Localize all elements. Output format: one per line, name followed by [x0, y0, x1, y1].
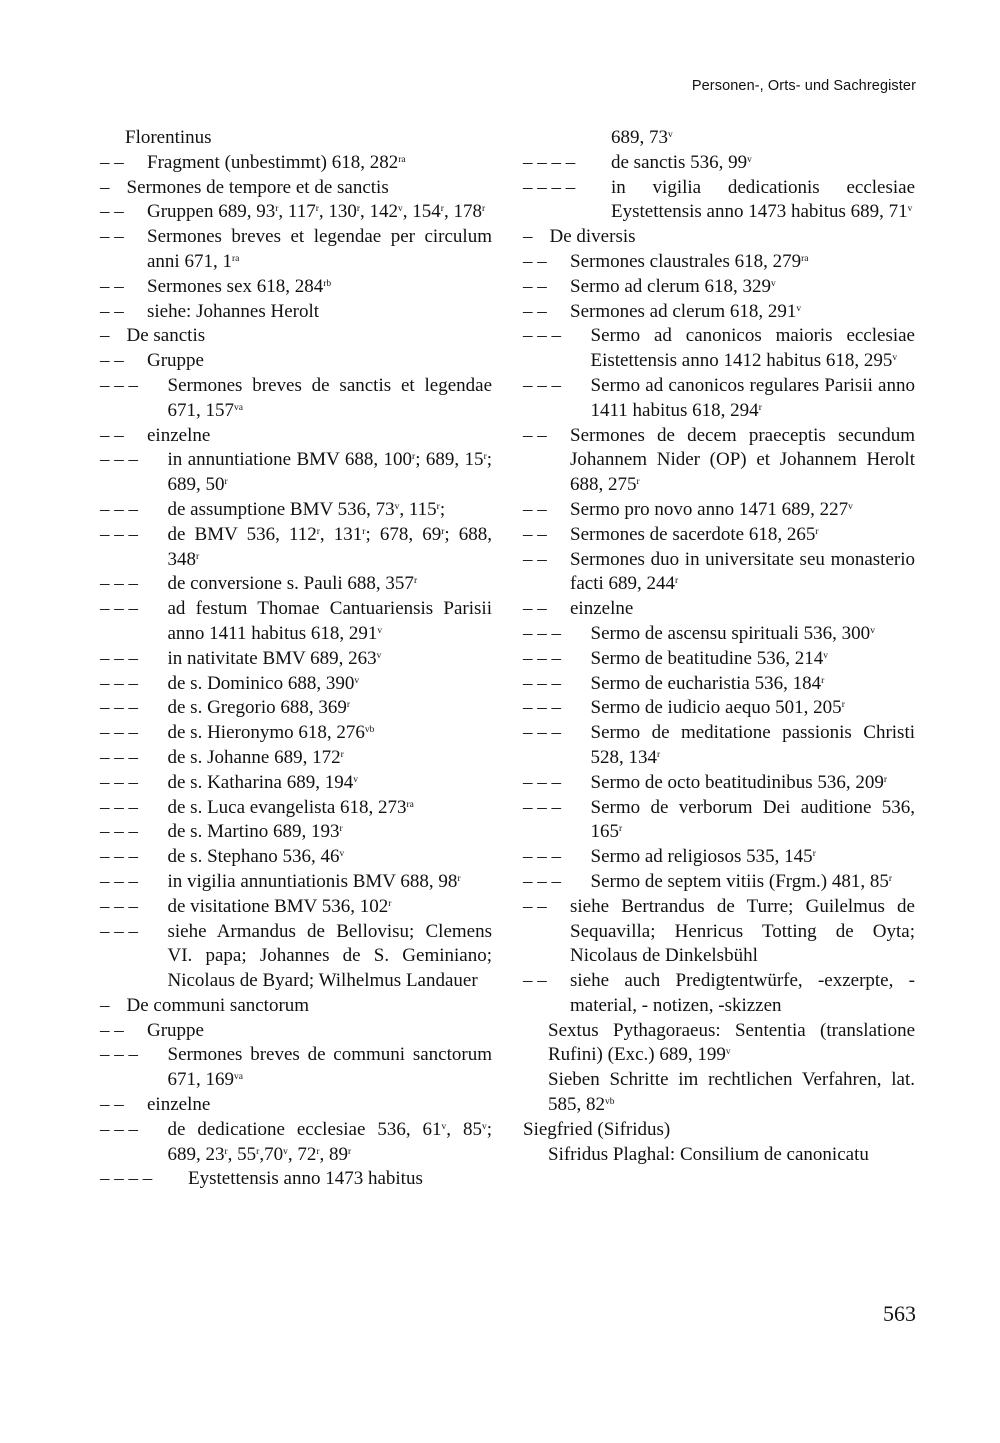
index-entry: [523, 771, 915, 796]
index-entry: [100, 1118, 492, 1168]
entry-text: Sermones breves de communi sanctorum 671, $169^{va}$: [167, 1044, 492, 1091]
index-entry: [523, 374, 915, 424]
entry-text: Sextus Pythagoraeus: Sententia (translatione Rufini) (Exc.) 689, 199$^v$: [548, 1019, 915, 1066]
index-entry: [100, 572, 492, 597]
entry-text: Gruppe: [147, 350, 204, 372]
entry-text: Sermones de decem praeceptis secundum Johannem Nider (OP) et Johannem Herolt 688, 275$^r$: [570, 424, 915, 496]
entry-text: einzelne: [570, 598, 634, 620]
index-entry: [100, 151, 492, 176]
level-dashes: – – –: [100, 722, 138, 744]
index-entry: [100, 920, 492, 994]
index-entry: [100, 721, 492, 746]
entry-text: einzelne: [147, 1094, 211, 1116]
entry-text: ad festum Thomae Cantuariensis Parisii anno 1411 habitus 618, 291$^v$: [167, 598, 492, 644]
index-entry: [100, 374, 492, 424]
level-dashes: – –: [100, 151, 124, 173]
index-entry: [523, 597, 915, 622]
entry-text: Sermo de ascensu spirituali 536, 300$^v$: [590, 622, 875, 644]
level-dashes: – –: [523, 598, 547, 620]
level-dashes: – – –: [100, 672, 138, 694]
index-entry: [523, 548, 915, 598]
level-dashes: – – –: [100, 870, 138, 892]
index-entry: [523, 300, 915, 325]
entry-text: einzelne: [147, 424, 211, 446]
index-entry: [523, 275, 915, 300]
entry-text: Sermo de verborum Dei auditione 536, 165$^r$: [590, 796, 915, 843]
entry-text: de BMV 536, 112$^r$, 131$^r$; 678, 69$^r$; 688, 348$^r$: [167, 523, 493, 570]
level-dashes: – –: [100, 1094, 124, 1116]
level-dashes: – –: [523, 424, 547, 446]
level-dashes: – – – –: [100, 1168, 153, 1190]
level-dashes: – – –: [523, 374, 561, 396]
index-entry: [100, 1043, 492, 1093]
entry-text: Sermo de meditatione passionis Christi 528, 134$^r$: [590, 722, 915, 768]
entry-text: de dedicatione ecclesiae 536, 61$^v$, 85$^v$; 689, 23$^r$, 55$^r$,70$^v$, 72$^r$, 89$^r$: [167, 1118, 492, 1165]
index-entry: [523, 424, 915, 498]
index-entry: [100, 597, 492, 647]
index-entry: [100, 424, 492, 449]
index-entry: [100, 672, 492, 697]
entry-text: Sermo de octo beatitudinibus 536, 209$^r$: [590, 771, 888, 793]
level-dashes: – – –: [523, 846, 561, 868]
index-entry: [523, 498, 915, 523]
index-entry: [523, 225, 915, 250]
entry-text: de s. Luca evangelista 618, $273^{ra}$: [167, 796, 414, 818]
entry-text: Sermo ad canonicos maioris ecclesiae Eistettensis anno 1412 habitus 618, 295$^v$: [590, 325, 915, 372]
index-entry: [523, 250, 915, 275]
level-dashes: –: [100, 325, 110, 347]
index-entry: [100, 796, 492, 821]
level-dashes: –: [100, 176, 110, 198]
index-entry: [100, 275, 492, 300]
entry-text: in annuntiatione BMV 688, 100$^r$; 689, 15$^r$; 689, 50$^r$: [167, 449, 493, 496]
entry-text: Sermo de iudicio aequo 501, 205$^r$: [590, 697, 845, 719]
index-entry: [523, 696, 915, 721]
index-entry: [100, 870, 492, 895]
index-entry: [100, 696, 492, 721]
level-dashes: – – –: [100, 573, 138, 595]
entry-text: in vigilia annuntiationis BMV 688, 98$^r$: [167, 870, 461, 892]
entry-text: Sermo de eucharistia 536, 184$^r$: [590, 672, 825, 694]
entry-text: Florentinus: [125, 127, 212, 148]
index-entry: [523, 647, 915, 672]
index-column-left: [100, 126, 492, 1192]
level-dashes: – – –: [100, 846, 138, 868]
level-dashes: – – –: [100, 796, 138, 818]
index-entry: [100, 448, 492, 498]
index-entry: [523, 845, 915, 870]
level-dashes: – – –: [100, 920, 138, 942]
entry-text: in vigilia dedicationis ecclesiae Eystettensis anno 1473 habitus 689, 71$^v$: [611, 176, 915, 223]
entry-text: Sermones de tempore et de sanctis: [126, 176, 389, 198]
level-dashes: – –: [100, 275, 124, 297]
entry-text: Sermo ad clerum 618, 329$^v$: [570, 275, 776, 297]
level-dashes: – – –: [100, 449, 138, 471]
entry-text: siehe Armandus de Bellovisu; Clemens VI. papa; Johannes de S. Geminiano; Nicolaus de Byard; Wilhelmus Landauer: [167, 920, 492, 992]
index-entry: [100, 300, 492, 325]
level-dashes: – – –: [523, 870, 561, 892]
level-dashes: – –: [523, 498, 547, 520]
index-entry: [100, 845, 492, 870]
level-dashes: – –: [523, 523, 547, 545]
index-entry: [523, 523, 915, 548]
entry-text: Sermo ad canonicos regulares Parisii anno 1411 habitus 618, 294$^r$: [590, 374, 915, 421]
level-dashes: – – –: [100, 374, 138, 396]
level-dashes: –: [523, 226, 533, 248]
index-entry: [100, 647, 492, 672]
entry-text: de s. Dominico 688, 390$^v$: [167, 672, 360, 694]
index-entry: [523, 151, 915, 176]
entry-text: Eystettensis anno 1473 habitus: [188, 1168, 423, 1190]
entry-text: Sermones ad clerum 618, 291$^v$: [570, 300, 802, 322]
level-dashes: – –: [523, 275, 547, 297]
index-entry: [100, 498, 492, 523]
index-entry: [523, 126, 915, 151]
entry-text: De sanctis: [126, 325, 206, 347]
index-entry: [100, 1019, 492, 1044]
index-entry: [523, 1019, 915, 1069]
level-dashes: – – –: [523, 647, 561, 669]
index-entry: [100, 994, 492, 1019]
index-entry: [523, 1118, 915, 1143]
index-entry: [100, 200, 492, 225]
entry-text: in nativitate BMV 689, 263$^v$: [167, 647, 382, 669]
level-dashes: –: [100, 994, 110, 1016]
index-entry: [523, 796, 915, 846]
entry-text: Sermones duo in universitate seu monasterio facti 689, 244$^r$: [570, 548, 915, 595]
level-dashes: – – –: [100, 1118, 138, 1140]
index-entry: [523, 1143, 915, 1168]
entry-text: de s. Stephano 536, 46$^v$: [167, 846, 345, 868]
level-dashes: – –: [523, 970, 547, 992]
entry-text: Sermo de septem vitiis (Frgm.) 481, 85$^r$: [590, 870, 893, 892]
index-entry: [100, 126, 492, 151]
level-dashes: – – –: [523, 622, 561, 644]
level-dashes: – – –: [523, 771, 561, 793]
index-entry: [523, 176, 915, 226]
level-dashes: – – –: [100, 895, 138, 917]
index-entry: [100, 225, 492, 275]
level-dashes: – – – –: [523, 176, 576, 198]
entry-text: De communi sanctorum: [126, 994, 310, 1016]
entry-text: Siegfried (Sifridus): [523, 1118, 671, 1140]
entry-text: siehe auch Predigtentwürfe, -exzerpte, -material, - notizen, -skizzen: [570, 970, 915, 1016]
running-head: Personen-, Orts- und Sachregister: [691, 78, 916, 94]
entry-text: de conversione s. Pauli 688, 357$^r$: [167, 573, 418, 595]
level-dashes: – – –: [523, 796, 561, 818]
entry-text: de s. Katharina 689, 194$^v$: [167, 771, 358, 793]
entry-text: Sieben Schritte im rechtlichen Verfahren, lat. 585, $82^{vb}$: [548, 1069, 915, 1116]
level-dashes: – –: [100, 350, 124, 372]
page-number: 563: [883, 1301, 916, 1326]
entry-text: de s. Hieronymo 618, $276^{vb}$: [167, 722, 375, 744]
entry-text: de sanctis 536, 99$^v$: [611, 151, 752, 173]
entry-text: Gruppe: [147, 1019, 204, 1041]
entry-text: de s. Gregorio 688, 369$^r$: [167, 697, 351, 719]
level-dashes: – – –: [100, 498, 138, 520]
entry-text: de visitatione BMV 536, 102$^r$: [167, 895, 392, 917]
index-entry: [100, 523, 492, 573]
index-entry: [100, 324, 492, 349]
entry-text: Sermo de beatitudine 536, 214$^v$: [590, 647, 828, 669]
level-dashes: – – –: [100, 821, 138, 843]
index-entry: [523, 672, 915, 697]
entry-text: Sermones breves et legendae per circulum anni 671, $1^{ra}$: [147, 226, 492, 272]
index-entry: [100, 1167, 492, 1192]
level-dashes: – –: [100, 300, 124, 322]
level-dashes: – – –: [100, 746, 138, 768]
index-entry: [100, 349, 492, 374]
index-entry: [100, 746, 492, 771]
entry-text: Sermones breves de sanctis et legendae 671, $157^{va}$: [167, 374, 492, 421]
entry-text: Sermones sex 618, $284^{rb}$: [147, 275, 332, 297]
entry-text: siehe Bertrandus de Turre; Guilelmus de Sequavilla; Henricus Totting de Oyta; Nicolaus de Dinkelsbühl: [570, 895, 915, 967]
index-entry: [100, 895, 492, 920]
level-dashes: – –: [100, 226, 124, 248]
entry-text: Sermo pro novo anno 1471 689, 227$^v$: [570, 498, 853, 520]
entry-text: siehe: Johannes Herolt: [147, 300, 320, 322]
index-entry: [523, 622, 915, 647]
level-dashes: – – –: [523, 697, 561, 719]
index-entry: [523, 969, 915, 1019]
index-entry: [100, 1093, 492, 1118]
level-dashes: – – –: [523, 672, 561, 694]
level-dashes: – – –: [523, 325, 561, 347]
index-entry: [100, 176, 492, 201]
entry-text: Sermones claustrales 618, $279^{ra}$: [570, 250, 809, 272]
index-entry: [523, 870, 915, 895]
level-dashes: – – –: [100, 697, 138, 719]
level-dashes: – – –: [100, 647, 138, 669]
level-dashes: – – –: [100, 771, 138, 793]
index-column-right: [523, 126, 915, 1167]
entry-text: Gruppen 689, 93$^r$, 117$^r$, 130$^r$, 142$^v$, 154$^r$, 178$^r$: [147, 201, 486, 223]
entry-text: Fragment (unbestimmt) 618, $282^{ra}$: [147, 151, 406, 173]
entry-text: Sermo ad religiosos 535, 145$^r$: [590, 846, 816, 868]
entry-text: De diversis: [549, 226, 636, 248]
index-entry: [100, 771, 492, 796]
index-entry: [100, 820, 492, 845]
level-dashes: – – –: [100, 598, 138, 620]
index-entry: [523, 895, 915, 969]
entry-text: de assumptione BMV 536, 73$^v$, 115$^r$;: [167, 498, 446, 520]
level-dashes: – – –: [100, 523, 138, 545]
level-dashes: – –: [100, 424, 124, 446]
index-entry: [523, 721, 915, 771]
entry-text: 689, 73$^v$: [611, 127, 673, 148]
entry-text: de s. Martino 689, 193$^r$: [167, 821, 343, 843]
level-dashes: – –: [523, 300, 547, 322]
level-dashes: – –: [523, 895, 547, 917]
level-dashes: – –: [523, 548, 547, 570]
index-entry: [523, 324, 915, 374]
entry-text: de s. Johanne 689, 172$^r$: [167, 746, 344, 768]
level-dashes: – –: [523, 250, 547, 272]
index-entry: [523, 1068, 915, 1118]
entry-text: Sifridus Plaghal: Consilium de canonicatu: [548, 1143, 869, 1165]
entry-text: Sermones de sacerdote 618, 265$^r$: [570, 523, 819, 545]
level-dashes: – – – –: [523, 151, 576, 173]
level-dashes: – –: [100, 201, 124, 223]
level-dashes: – –: [100, 1019, 124, 1041]
level-dashes: – – –: [523, 722, 561, 744]
level-dashes: – – –: [100, 1044, 138, 1066]
